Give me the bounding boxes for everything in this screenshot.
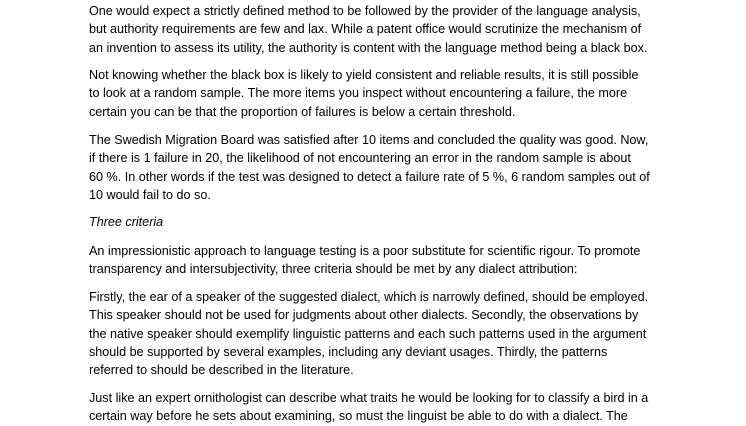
section-heading bbox=[89, 213, 163, 231]
paragraph-black-box bbox=[89, 66, 639, 121]
paragraph-impressionistic bbox=[89, 242, 640, 279]
text-line: An impressionistic approach to language testing is a poor substitute for scientific rigour. To promote bbox=[89, 244, 641, 258]
text-line: Firstly, the ear of a speaker of the suggested dialect, which is narrowly defined, should be employed. bbox=[89, 290, 649, 304]
text-line: 10 would fail to do so. bbox=[89, 187, 211, 202]
text-line: Just like an expert ornithologist can describe what traits he would be looking for to classify a bird in a bbox=[89, 391, 649, 405]
text-line: to look at a random sample. The more items you inspect without encountering a failure, the more bbox=[89, 86, 628, 101]
text-line: if there is 1 failure in 20, the likelihood of not encountering an error in the random sample is about bbox=[89, 151, 631, 166]
paragraph-method bbox=[89, 2, 647, 57]
text-line: but authority requirements are few and lax. While a patent office would scrutinize the mechanism of bbox=[89, 22, 642, 37]
text-line: The Swedish Migration Board was satisfied after 10 items and concluded the quality was good. Now, bbox=[89, 133, 649, 147]
text-line: the native speaker should exemplify linguistic patterns and each such patterns used in the argument bbox=[89, 326, 647, 341]
paragraph-criteria bbox=[89, 288, 648, 379]
heading-text: Three criteria bbox=[89, 215, 164, 229]
text-line: transparency and intersubjectivity, three criteria should be met by any dialect attribution: bbox=[89, 262, 578, 277]
text-line: an invention to assess its utility, the authority is content with the language method being a black box. bbox=[89, 40, 648, 55]
text-line: should be supported by several examples, including any deviant usages. Thirdly, the patterns bbox=[89, 344, 608, 359]
text-line: One would expect a strictly defined method to be followed by the provider of the language analysis, bbox=[89, 4, 641, 18]
paragraph-migration-board bbox=[89, 131, 650, 204]
text-line: Not knowing whether the black box is likely to yield consistent and reliable results, it is still possible bbox=[89, 68, 639, 82]
text-line: certain way before he sets about examining, so must the linguist be able to do with a dialect. The bbox=[89, 409, 628, 424]
text-line: referred to should be described in the literature. bbox=[89, 363, 354, 378]
text-line: This speaker should not be used for judgments about other dialects. Secondly, the observations by bbox=[89, 308, 639, 323]
text-line: certain you can be that the proportion of failures is below a certain threshold. bbox=[89, 104, 516, 119]
paragraph-ornithologist bbox=[89, 389, 648, 426]
text-line: 60 %. In other words if the test was designed to detect a failure rate of 5 %, 6 random samples out of bbox=[89, 169, 650, 184]
